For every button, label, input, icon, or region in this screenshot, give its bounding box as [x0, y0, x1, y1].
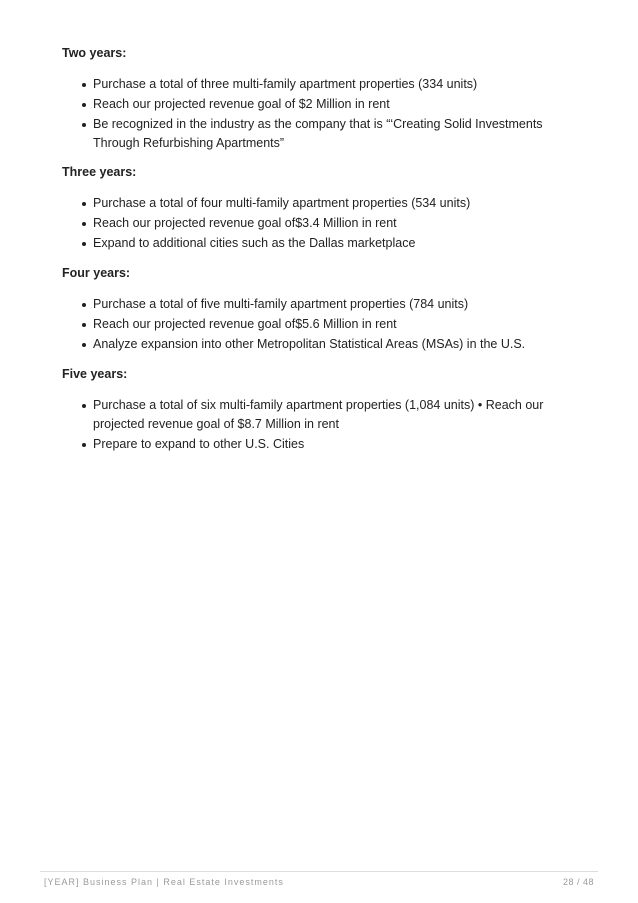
section-two-years	[62, 45, 592, 61]
bullet-list-two-years	[82, 75, 582, 154]
bullet-icon	[82, 323, 86, 327]
list-item	[82, 435, 582, 454]
footer-page-number: 28 / 48	[562, 877, 594, 887]
bullet-icon	[82, 83, 86, 87]
bullet-icon	[82, 222, 86, 226]
list-item-text: Analyze expansion into other Metropolitan Statistical Areas (MSAs) in the U.S.	[93, 337, 526, 351]
list-item-text: Purchase a total of five multi-family apartment properties (784 units)	[93, 297, 469, 311]
bullet-icon	[82, 123, 86, 127]
list-item-text: Reach our projected revenue goal of $2 Million in rent	[93, 97, 390, 111]
list-item-text: Expand to additional cities such as the Dallas marketplace	[93, 236, 416, 250]
bullet-list-five-years	[82, 396, 582, 455]
section-heading: Two years:	[62, 46, 127, 60]
list-item-text: Reach our projected revenue goal of$5.6 Million in rent	[93, 317, 397, 331]
section-heading: Four years:	[62, 266, 131, 280]
footer-document-title: [YEAR] Business Plan | Real Estate Investments	[44, 877, 284, 887]
bullet-icon	[82, 303, 86, 307]
list-item	[82, 315, 582, 334]
bullet-icon	[82, 343, 86, 347]
bullet-icon	[82, 404, 86, 408]
bullet-list-four-years	[82, 295, 582, 355]
list-item	[82, 214, 582, 233]
list-item	[82, 115, 582, 153]
list-item	[82, 95, 582, 114]
bullet-icon	[82, 443, 86, 447]
section-heading: Five years:	[62, 367, 128, 381]
list-item-text: Reach our projected revenue goal of$3.4 Million in rent	[93, 216, 397, 230]
list-item	[82, 396, 582, 434]
bullet-icon	[82, 242, 86, 246]
footer-divider	[40, 871, 598, 872]
list-item-text: Purchase a total of three multi-family apartment properties (334 units)	[93, 77, 478, 91]
list-item	[82, 234, 582, 253]
bullet-icon	[82, 103, 86, 107]
list-item-text: Purchase a total of four multi-family apartment properties (534 units)	[93, 196, 471, 210]
list-item-text: Be recognized in the industry as the company that is “‘Creating Solid Investments Through Refurbishing Apartments”	[93, 117, 543, 150]
bullet-icon	[82, 202, 86, 206]
list-item-text: Purchase a total of six multi-family apartment properties (1,084 units) • Reach our projected revenue goal of $8.7 Million in rent	[93, 398, 544, 431]
bullet-list-three-years	[82, 194, 582, 254]
section-heading: Three years:	[62, 165, 137, 179]
list-item	[82, 75, 582, 94]
section-four-years	[62, 265, 592, 281]
list-item	[82, 335, 582, 354]
section-five-years	[62, 366, 592, 382]
list-item-text: Prepare to expand to other U.S. Cities	[93, 437, 305, 451]
list-item	[82, 295, 582, 314]
section-three-years	[62, 164, 592, 180]
list-item	[82, 194, 582, 213]
